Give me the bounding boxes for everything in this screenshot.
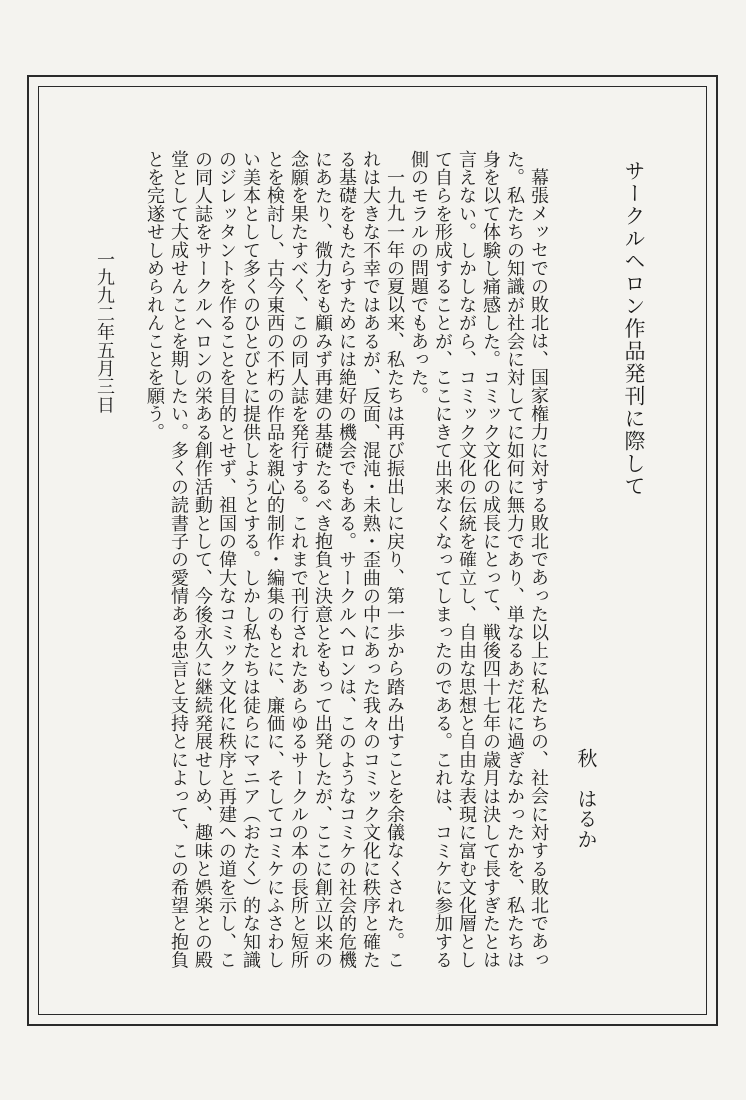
paragraph: 幕張メッセでの敗北は、国家権力に対する敗北であった以上に私たちの、社会に対する敗北であった。私たちの知識が社会に対してに如何に無力であり、単なるあだ花に過ぎなかったかを、私たちは身を以て体験し痛感した。コミック文化の成長にとって、戦後四十七年の歳月は決して長すぎたとは言えない。しかしながら、コミック文化の伝統を確立し、自由な思想と自由な表現に富む文化層として自らを形成することが、ここにきて出来なくなってしまったのである。これは、コミケに参加する側のモラルの問題でもあった。: [408, 150, 549, 969]
document-date: 一九九二年五月三日: [94, 250, 115, 414]
document-body: [86, 150, 646, 970]
document-title: サークルヘロン作品発刊に際して: [622, 160, 646, 498]
author-name: 秋 はるか: [574, 748, 598, 849]
paragraph: 一九九一年の夏以来、私たちは再び振出しに戻り、第一歩から踏み出すことを余儀なくされた。これは大きな不幸ではあるが、反面、混沌・未熟・歪曲の中にあった我々のコミック文化に秩序と確たる基礎をもたらすためには絶好の機会でもある。サークルヘロンは、このようなコミケの社会的危機にあたり、微力をも顧みず再建の基礎たるべき抱負と決意とをもって出発したが、ここに創立以来の念願を果たすべく、この同人誌を発行する。これまで刊行されたあらゆるサークルの本の長所と短所とを検討し、古今東西の不朽の作品を親心的制作・編集のもとに、廉価に、そしてコミケにふさわしい美本として多くのひとびとに提供しようとする。しかし私たちは徒らにマニア（おたく）的な知識のジレッタントを作ることを目的とせず、祖国の偉大なコミック文化に秩序と再建への道を示し、この同人誌をサークルヘロンの栄ある創作活動として、今後永久に継続発展せしめ、趣味と娯楽との殿堂として大成せんことを期したい。多くの読書子の愛情ある忠言と支持とによって、この希望と抱負とを完遂せしめられんことを願う。: [144, 150, 405, 969]
